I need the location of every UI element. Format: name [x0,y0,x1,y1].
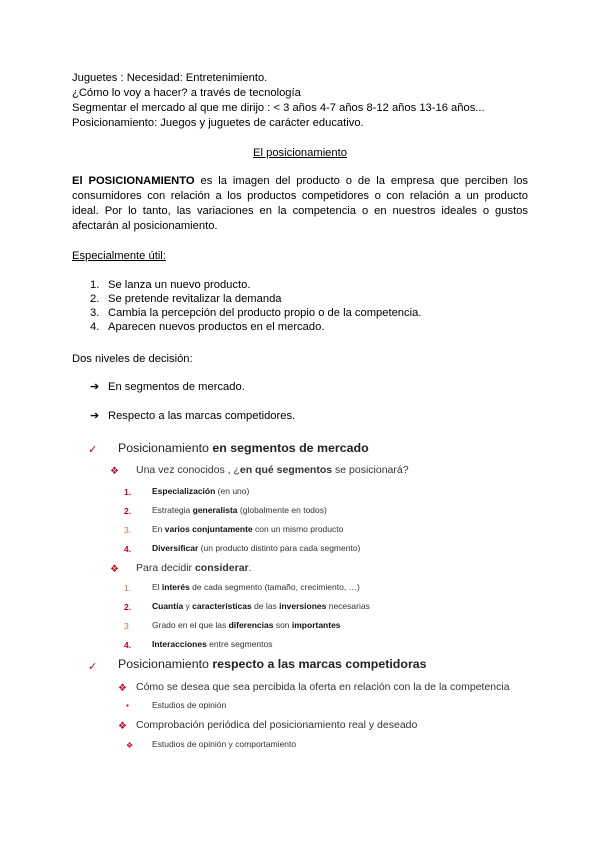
slide-question: Para decidir considerar. [136,562,252,574]
especially-useful-heading: Especialmente útil: [72,250,166,262]
diamond-icon: ❖ [118,683,127,694]
slide-item: Cuantía y características de las inversiones necesarias [152,601,370,611]
slide-question: Comprobación periódica del posicionamiento real y deseado [136,719,418,731]
slide-item: Grado en el que las diferencias son importantes [152,620,341,630]
slide-item: Estrategia generalista (globalmente en todos) [152,505,327,515]
slide-item: Estudios de opinión y comportamiento [152,739,297,749]
item-number: 1. [124,583,132,593]
diamond-icon: ❖ [118,721,127,732]
slide-heading-segments: Posicionamiento en segmentos de mercado [118,441,369,455]
slide-item: Especialización (en uno) [152,486,250,496]
slide-question: Una vez conocidos , ¿en qué segmentos se posicionará? [136,464,409,476]
arrow-icon: ➔ [90,410,100,422]
item-number: 2. [124,602,132,612]
bullet-icon: ▪ [126,701,129,710]
slide-item: El interés de cada segmento (tamaño, crecimiento, …) [152,582,360,592]
intro-line: ¿Cómo lo voy a hacer? a través de tecnología [72,87,301,99]
section-title: El posicionamiento [253,147,347,159]
item-number: 4. [124,544,132,554]
item-number: 4. [124,640,132,650]
decision-item: ➔ En segmentos de mercado. [90,381,245,393]
diamond-icon: ❖ [126,741,134,750]
check-icon: ✓ [88,444,98,456]
definition-paragraph [72,174,528,234]
definition-term: El POSICIONAMIENTO [72,175,195,187]
intro-line: Segmentar el mercado al que me dirijo : < 3 años 4-7 años 8-12 años 13-16 años... [72,102,485,114]
diamond-icon: ❖ [110,466,119,477]
slide-item: Interacciones entre segmentos [152,639,273,649]
list-item: 1. Se lanza un nuevo producto. [90,279,251,291]
list-item: 3. Cambia la percepción del producto propio o de la competencia. [90,307,422,319]
intro-line: Posicionamiento: Juegos y juguetes de carácter educativo. [72,117,364,129]
decision-label: Dos niveles de decisión: [72,353,193,365]
item-number: 3. [124,525,132,535]
diamond-icon: ❖ [110,564,119,575]
intro-line: Juguetes : Necesidad: Entretenimiento. [72,72,268,84]
decision-item: ➔ Respecto a las marcas competidores. [90,410,296,422]
item-number: 2. [124,506,132,516]
item-number: 3 [124,621,129,631]
slide-item: En varios conjuntamente con un mismo producto [152,524,344,534]
list-item: 4. Aparecen nuevos productos en el mercado. [90,321,325,333]
check-icon: ✓ [88,661,98,673]
slide-item: Estudios de opinión [152,700,227,710]
slide-heading-competitors: Posicionamiento respecto a las marcas competidoras [118,657,427,671]
list-item: 2. Se pretende revitalizar la demanda [90,293,282,305]
slide-question: Cómo se desea que sea percibida la oferta en relación con la de la competencia [136,681,510,693]
arrow-icon: ➔ [90,381,100,393]
definition-text: es la imagen del producto o de la empresa que perciben los consumidores con relación a los productos competidores o con relación a un producto ideal. Por lo tanto, las variaciones en la competencia o en nuestros ideales o gustos afectarán al posicionamiento. [72,175,529,232]
item-number: 1. [124,487,132,497]
slide-item: Diversificar (un producto distinto para cada segmento) [152,543,361,553]
